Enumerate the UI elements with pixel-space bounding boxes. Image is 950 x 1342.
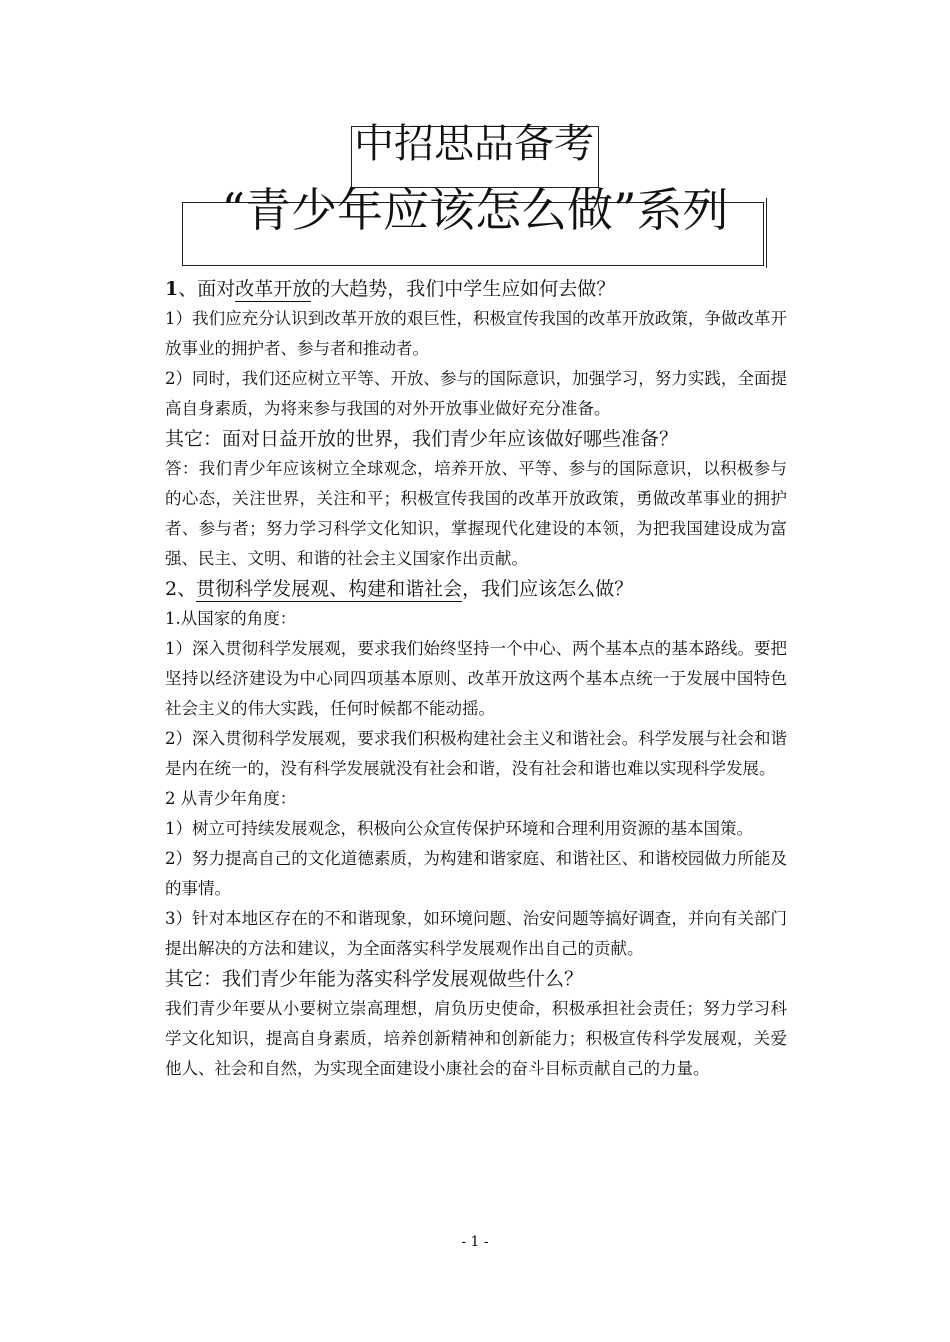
title-line-2: “青少年应该怎么做”系列 bbox=[221, 183, 729, 237]
question-2 bbox=[165, 574, 787, 604]
q1-other-question: 其它：面对日益开放的世界，我们青少年应该做好哪些准备？ bbox=[165, 428, 679, 450]
question-2-pre: 、 bbox=[177, 578, 197, 600]
question-1-post: 的大趋势，我们中学生应如何去做？ bbox=[311, 278, 616, 300]
q2-h2-paragraph-1: 1）树立可持续发展观念，积极向公众宣传保护环境和合理利用资源的基本国策。 bbox=[165, 819, 753, 838]
q2-h2-paragraph-2: 2）努力提高自己的文化道德素质，为构建和谐家庭、和谐社区、和谐校园做力所能及的事情。 bbox=[165, 849, 787, 898]
title-line-1: 中招思品备考 bbox=[354, 121, 594, 167]
question-1-pre: 、面对 bbox=[178, 278, 236, 300]
q2-answer: 我们青少年要从小要树立崇高理想，肩负历史使命，积极承担社会责任；努力学习科学文化知识，提高自身素质，培养创新精神和创新能力；积极宣传科学发展观，关爱他人、社会和自然，为实现全面建设小康社会的奋斗目标贡献自己的力量。 bbox=[165, 999, 787, 1078]
q1-paragraph-2: 2）同时，我们还应树立平等、开放、参与的国际意识，加强学习，努力实践，全面提高自身素质，为将来参与我国的对外开放事业做好充分准备。 bbox=[165, 369, 787, 418]
q2-h2-paragraph-3: 3）针对本地区存在的不和谐现象，如环境问题、治安问题等搞好调查，并向有关部门提出解决的方法和建议，为全面落实科学发展观作出自己的贡献。 bbox=[165, 909, 787, 958]
q2-heading-1: 1.从国家的角度： bbox=[165, 609, 297, 628]
q1-paragraph-1: 1）我们应充分认识到改革开放的艰巨性，积极宣传我国的改革开放政策，争做改革开放事业的拥护者、参与者和推动者。 bbox=[165, 309, 787, 358]
page-number: - 1 - bbox=[461, 1234, 489, 1250]
question-2-post: ，我们应该怎么做？ bbox=[462, 578, 634, 600]
q1-answer: 答：我们青少年应该树立全球观念，培养开放、平等、参与的国际意识，以积极参与的心态，关注世界，关注和平；积极宣传我国的改革开放政策，勇做改革事业的拥护者、参与者；努力学习科学文化知识，掌握现代化建设的本领，为把我国建设成为富强、民主、文明、和谐的社会主义国家作出贡献。 bbox=[165, 459, 787, 568]
question-1-underlined: 改革开放 bbox=[235, 278, 312, 300]
question-2-underlined: 贯彻科学发展观、构建和谐社会 bbox=[196, 578, 463, 600]
q2-h1-paragraph-1: 1）深入贯彻科学发展观，要求我们始终坚持一个中心、两个基本点的基本路线。要把坚持以经济建设为中心同四项基本原则、改革开放这两个基本点统一于发展中国特色社会主义的伟大实践，任何时候都不能动摇。 bbox=[165, 639, 787, 718]
q2-h1-paragraph-2: 2）深入贯彻科学发展观，要求我们积极构建社会主义和谐社会。科学发展与社会和谐是内在统一的，没有科学发展就没有社会和谐，没有社会和谐也难以实现科学发展。 bbox=[165, 729, 787, 778]
q2-other-question: 其它：我们青少年能为落实科学发展观做些什么？ bbox=[165, 968, 584, 990]
question-1-number: 1 bbox=[165, 278, 179, 300]
q2-heading-2: 2 从青少年角度： bbox=[165, 789, 297, 808]
question-1 bbox=[165, 274, 787, 304]
document-body bbox=[165, 274, 787, 1084]
question-2-number: 2 bbox=[165, 578, 178, 600]
